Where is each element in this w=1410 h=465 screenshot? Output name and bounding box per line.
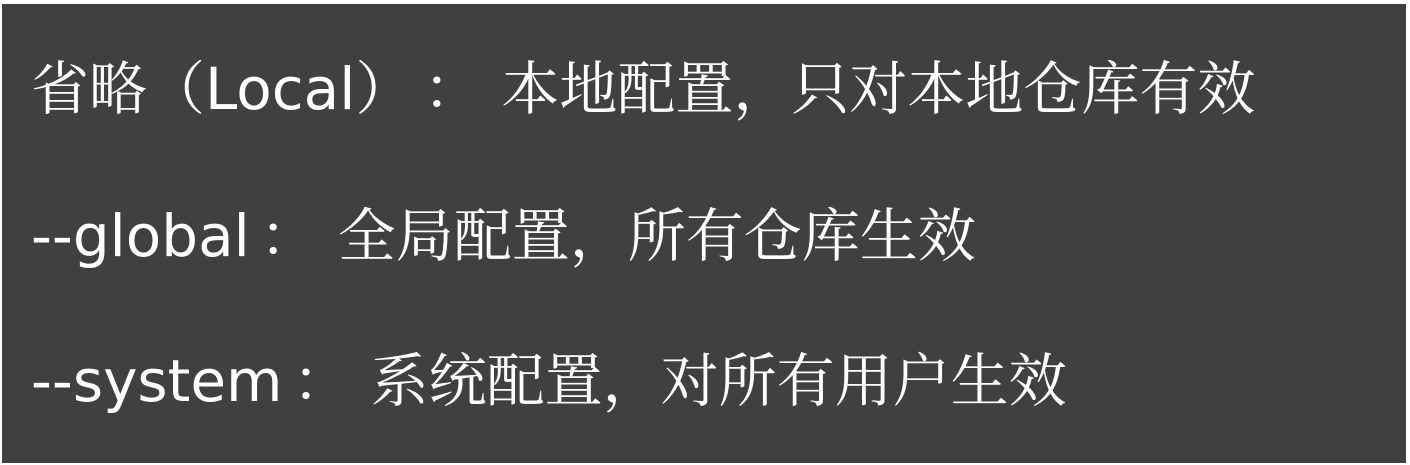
config-description: 本地配置，只对本地仓库有效 bbox=[501, 55, 1256, 123]
config-line-system bbox=[31, 347, 1067, 415]
config-description: 系统配置，对所有用户生效 bbox=[370, 347, 1067, 415]
config-level-label: 省略（Local） bbox=[31, 55, 414, 123]
config-level-label: --global bbox=[31, 202, 250, 270]
config-line-global bbox=[31, 202, 976, 270]
slide bbox=[2, 4, 1406, 463]
config-line-local bbox=[31, 55, 1256, 123]
separator-colon: ： bbox=[292, 347, 351, 415]
config-description: 全局配置，所有仓库生效 bbox=[337, 202, 976, 270]
config-level-label: --system bbox=[31, 347, 283, 415]
separator-colon: ： bbox=[259, 202, 318, 270]
separator-colon: ： bbox=[423, 55, 482, 123]
